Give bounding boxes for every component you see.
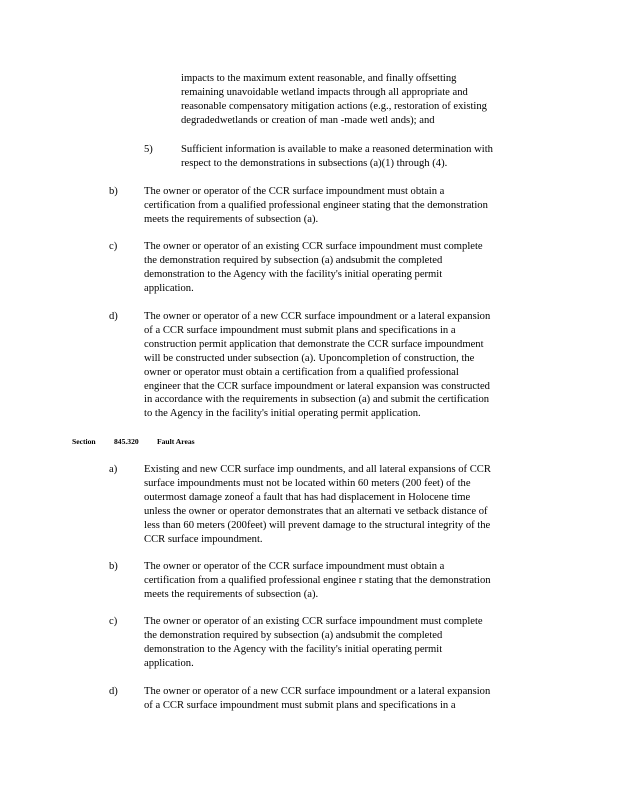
text-line: meets the requirements of subsection (a). bbox=[144, 213, 319, 225]
subsection-b-label: b) bbox=[109, 561, 118, 572]
text-line: The owner or operator of an existing CCR surface impoundment must complete bbox=[144, 616, 483, 627]
subsection-a-label: a) bbox=[109, 464, 118, 475]
text-line: degradedwetlands or creation of man -made wetl ands); and bbox=[181, 114, 435, 126]
subsection-b-label: b) bbox=[109, 186, 118, 197]
subsection-c-text bbox=[144, 240, 483, 296]
section-word: Section bbox=[72, 437, 96, 446]
text-line: remaining unavoidable wetland impacts through all appropriate and bbox=[181, 86, 468, 98]
text-line: application. bbox=[144, 282, 194, 294]
text-line: owner or operator must obtain a certification from a qualified professional bbox=[144, 366, 459, 378]
text-line: CCR surface impoundment. bbox=[144, 533, 263, 545]
subsection-b-text bbox=[144, 560, 491, 602]
section-title: Fault Areas bbox=[157, 437, 195, 446]
text-line: demonstration to the Agency with the facility's initial operating permit bbox=[144, 643, 443, 655]
subsection-c-label: c) bbox=[109, 241, 118, 252]
paragraph-wetland-continuation bbox=[181, 72, 521, 128]
subsection-c-label: c) bbox=[109, 616, 118, 627]
text-line: certification from a qualified professional enginee r stating that the demonstration bbox=[144, 574, 491, 586]
item-5-text bbox=[181, 143, 493, 171]
text-line: construction permit application that demonstrate the CCR surface impoundment bbox=[144, 338, 484, 350]
text-line: the demonstration required by subsection (a) andsubmit the completed bbox=[144, 629, 443, 641]
subsection-d-text bbox=[144, 685, 490, 713]
text-line: certification from a qualified professional engineer stating that the demonstration bbox=[144, 199, 488, 211]
text-line: The owner or operator of a new CCR surface impoundment or a lateral expansion bbox=[144, 311, 491, 322]
text-line: the demonstration required by subsection (a) andsubmit the completed bbox=[144, 254, 443, 266]
text-line: Sufficient information is available to make a reasoned determination with bbox=[181, 144, 493, 155]
text-line: surface impoundments must not be located within 60 meters (200 feet) of the bbox=[144, 477, 471, 489]
text-line: of a CCR surface impoundment must submit plans and specifications in a bbox=[144, 324, 456, 336]
text-line: to the Agency in the facility's initial operating permit application. bbox=[144, 408, 421, 420]
text-line: impacts to the maximum extent reasonable, and finally offsetting bbox=[181, 73, 457, 84]
text-line: Existing and new CCR surface imp oundments, and all lateral expansions of CCR bbox=[144, 464, 491, 475]
text-line: respect to the demonstrations in subsections (a)(1) through (4). bbox=[181, 157, 448, 169]
text-line: application. bbox=[144, 657, 194, 669]
subsection-c-text bbox=[144, 615, 483, 671]
subsection-d-text bbox=[144, 310, 490, 421]
text-line: The owner or operator of an existing CCR surface impoundment must complete bbox=[144, 241, 483, 252]
text-line: engineer that the CCR surface impoundment or lateral expansion was constructed bbox=[144, 380, 490, 392]
subsection-d-label: d) bbox=[109, 686, 118, 697]
text-line: unless the owner or operator demonstrates that an alternati ve setback distance of bbox=[144, 505, 488, 517]
text-line: The owner or operator of a new CCR surface impoundment or a lateral expansion bbox=[144, 686, 491, 697]
subsection-d-label: d) bbox=[109, 311, 118, 322]
text-line: meets the requirements of subsection (a). bbox=[144, 588, 319, 600]
text-line: outermost damage zoneof a fault that has had displacement in Holocene time bbox=[144, 491, 471, 503]
text-line: reasonable compensatory mitigation actions (e.g., restoration of existing bbox=[181, 100, 487, 112]
text-line: of a CCR surface impoundment must submit plans and specifications in a bbox=[144, 699, 456, 711]
text-line: The owner or operator of the CCR surface impoundment must obtain a bbox=[144, 186, 445, 197]
text-line: The owner or operator of the CCR surface impoundment must obtain a bbox=[144, 561, 445, 572]
section-number: 845.320 bbox=[114, 437, 139, 446]
text-line: demonstration to the Agency with the facility's initial operating permit bbox=[144, 268, 443, 280]
text-line: will be constructed under subsection (a). Uponcompletion of construction, the bbox=[144, 352, 475, 364]
text-line: less than 60 meters (200feet) will prevent damage to the structural integrity of the bbox=[144, 519, 491, 531]
subsection-a-text bbox=[144, 463, 491, 546]
text-line: in accordance with the requirements in subsection (a) and submit the certification bbox=[144, 394, 490, 406]
item-5-label: 5) bbox=[144, 144, 153, 155]
subsection-b-text bbox=[144, 185, 488, 227]
